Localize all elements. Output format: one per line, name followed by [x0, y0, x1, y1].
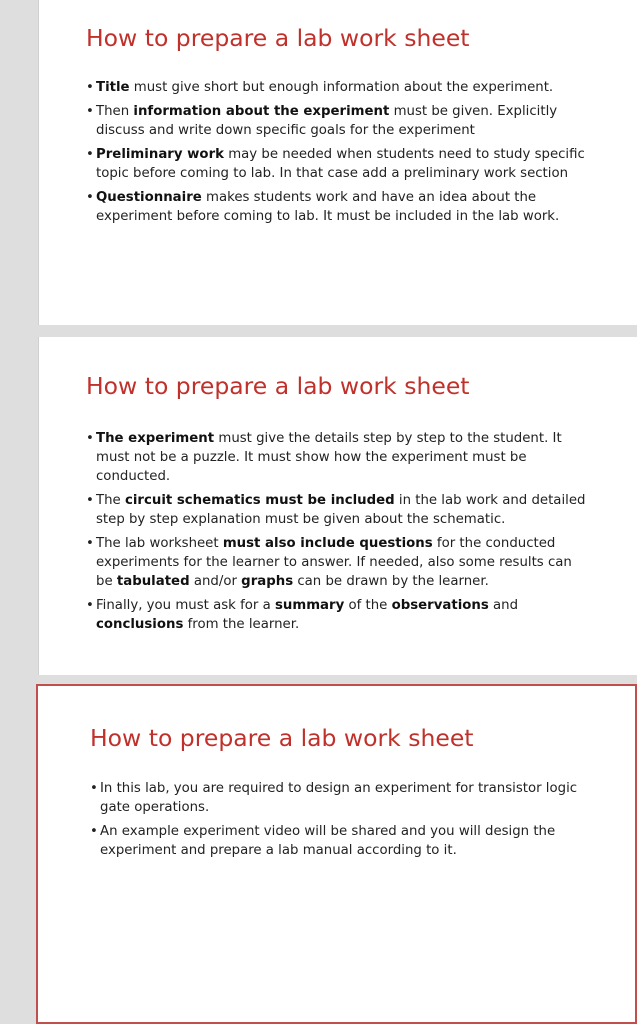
bullet-item: [86, 102, 591, 140]
bullet-bold-text: The experiment: [96, 431, 215, 446]
bullet-text: and: [488, 598, 519, 613]
bullet-bold-text: summary: [274, 598, 345, 613]
bullet-bold-text: information about the experiment: [133, 104, 390, 119]
bullet-text: for the conducted experiments for the learner to answer. If needed, also some results can be: [96, 536, 572, 589]
bullet-bold-text: Questionnaire: [96, 190, 202, 205]
bullet-list: [86, 78, 591, 231]
bullet-text: may be needed when students need to study specific topic before coming to lab. In that case add a preliminary work section: [96, 147, 585, 181]
bullet-text: An example experiment video will be shared and you will design the experiment and prepare a lab manual according to it.: [100, 824, 556, 858]
bullet-text: makes students work and have an idea about the experiment before coming to lab. It must be included in the lab work.: [96, 190, 560, 224]
bullet-text: Finally, you must ask for a: [96, 598, 275, 613]
bullet-bold-text: graphs: [241, 574, 294, 589]
slide-1: [38, 0, 637, 325]
bullet-text: The: [96, 493, 125, 508]
bullet-bold-text: circuit schematics must be included: [124, 493, 395, 508]
bullet-item: [90, 822, 580, 860]
bullet-list: [86, 429, 591, 639]
bullet-item: [86, 429, 591, 486]
bullet-text: of the: [344, 598, 392, 613]
bullet-text: The lab worksheet: [96, 536, 223, 551]
bullet-bold-text: tabulated: [116, 574, 190, 589]
bullet-item: [86, 491, 591, 529]
bullet-item: [86, 145, 591, 183]
slide-title: How to prepare a lab work sheet: [86, 24, 470, 52]
slide-title: How to prepare a lab work sheet: [90, 724, 474, 752]
bullet-text: in the lab work and detailed step by step explanation must be given about the schematic.: [96, 493, 586, 527]
bullet-bold-text: Preliminary work: [96, 147, 224, 162]
bullet-bold-text: must also include questions: [222, 536, 433, 551]
bullet-bold-text: observations: [391, 598, 489, 613]
bullet-text: must be given. Explicitly discuss and write down specific goals for the experiment: [96, 104, 558, 138]
bullet-item: [86, 188, 591, 226]
bullet-text: can be drawn by the learner.: [293, 574, 489, 589]
bullet-text: Then: [96, 104, 134, 119]
bullet-text: must give short but enough information about the experiment.: [129, 80, 554, 95]
slide-2: [38, 337, 637, 675]
slide-3: [36, 684, 637, 1024]
bullet-text: from the learner.: [183, 617, 300, 632]
bullet-item: [86, 534, 591, 591]
slide-title: How to prepare a lab work sheet: [86, 372, 470, 400]
bullet-bold-text: Title: [96, 80, 130, 95]
bullet-list: [90, 779, 580, 865]
bullet-item: [90, 779, 580, 817]
bullet-bold-text: conclusions: [96, 617, 184, 632]
bullet-item: [86, 78, 591, 97]
bullet-text: and/or: [189, 574, 242, 589]
bullet-text: In this lab, you are required to design an experiment for transistor logic gate operations.: [100, 781, 578, 815]
bullet-text: must give the details step by step to the student. It must not be a puzzle. It must show how the experiment must be conducted.: [96, 431, 562, 484]
bullet-item: [86, 596, 591, 634]
